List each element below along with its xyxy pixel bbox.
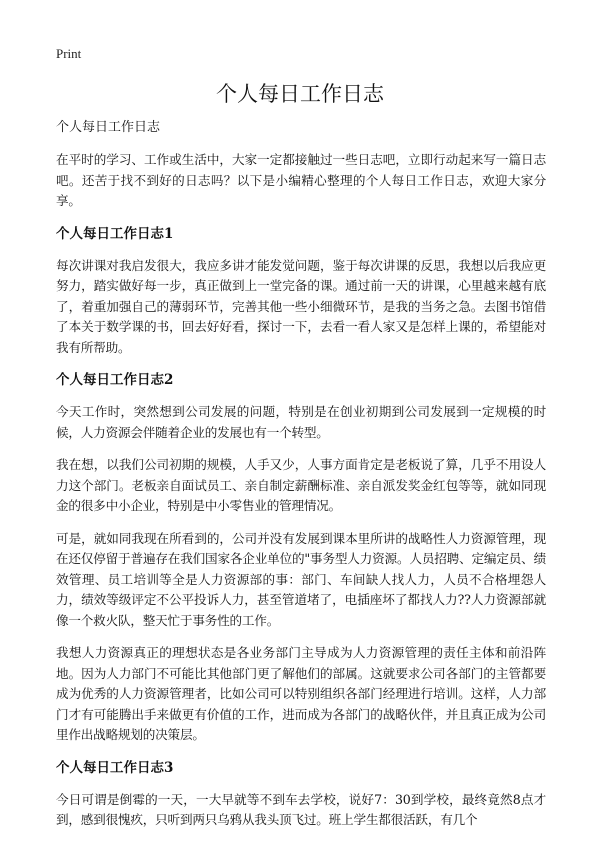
intro-paragraph: 在平时的学习、工作或生活中，大家一定都接触过一些日志吧，立即行动起来写一篇日志吧。还苦于找不到好的日志吗？以下是小编精心整理的个人每日工作日志，欢迎大家分享。 [56,152,546,208]
section-2-paragraph: 我想人力资源真正的理想状态是各业务部门主导成为人力资源管理的责任主体和前沿阵地。因为人力部门不可能比其他部门更了解他们的部属。这就要求公司各部门的主管都要成为优秀的人力资源管理者，比如公司可以特别组织各部门经理进行培训。这样，人力部门才有可能腾出手来做更有价值的工作，进而成为各部门的战略伙伴，并且真正成为公司里作出战略规划的决策层。 [56,645,546,742]
section-heading-2: 个人每日工作日志2 [56,372,174,388]
article-subtitle: 个人每日工作日志 [56,120,161,135]
section-heading-3: 个人每日工作日志3 [56,759,174,776]
print-link[interactable]: Print [56,46,82,61]
page-title: 个人每日工作日志 [216,82,384,106]
section-2-paragraph: 今天工作时，突然想到公司发展的问题，特别是在创业初期到公司发展到一定规模的时候，人力资源会伴随着企业的发展也有一个转型。 [56,404,546,440]
section-3-paragraph: 今日可谓是倒霉的一天，一大早就等不到车去学校，说好7：30到学校，最终竟然8点才到，感到很愧疚，只听到两只乌鸦从我头顶飞过。班上学生都很活跃，有几个 [56,791,546,827]
section-heading-1: 个人每日工作日志1 [56,225,174,242]
section-1-paragraph: 每次讲课对我启发很大，我应多讲才能发觉问题，鉴于每次讲课的反思，我想以后我应更努力，踏实做好每一步，真正做到上一堂完备的课。通过前一天的讲课，心里越来越有底了，着重加强自己的薄弱环节，完善其他一些小细微环节，是我的当务之急。去图书馆借了本关于数学课的书，回去好好看，探讨一下，去看一看人家又是怎样上课的，希望能对我有所帮助。 [56,257,546,355]
section-2-paragraph: 可是，就如同我现在所看到的，公司并没有发展到课本里所讲的战略性人力资源管理，现在还仅停留于普遍存在我们国家各企业单位的"事务型人力资源。人员招聘、定编定员、绩效管理、员工培训等全是人力资源部的事：部门、车间缺人找人力，人员不合格埋怨人力，绩效等级评定不公平投诉人力，甚至管道堵了，电插座坏了都找人力??人力资源部就像一个救火队，整天忙于事务性的工作。 [56,530,546,628]
article-body [56,118,546,843]
section-2-paragraph: 我在想，以我们公司初期的规模，人手又少，人事方面肯定是老板说了算，几乎不用设人力这个部门。老板亲自面试员工、亲自制定薪酬标准、亲自派发奖金红包等等，就如同现金的很多中小企业，特别是中小零售业的管理情况。 [56,457,546,513]
